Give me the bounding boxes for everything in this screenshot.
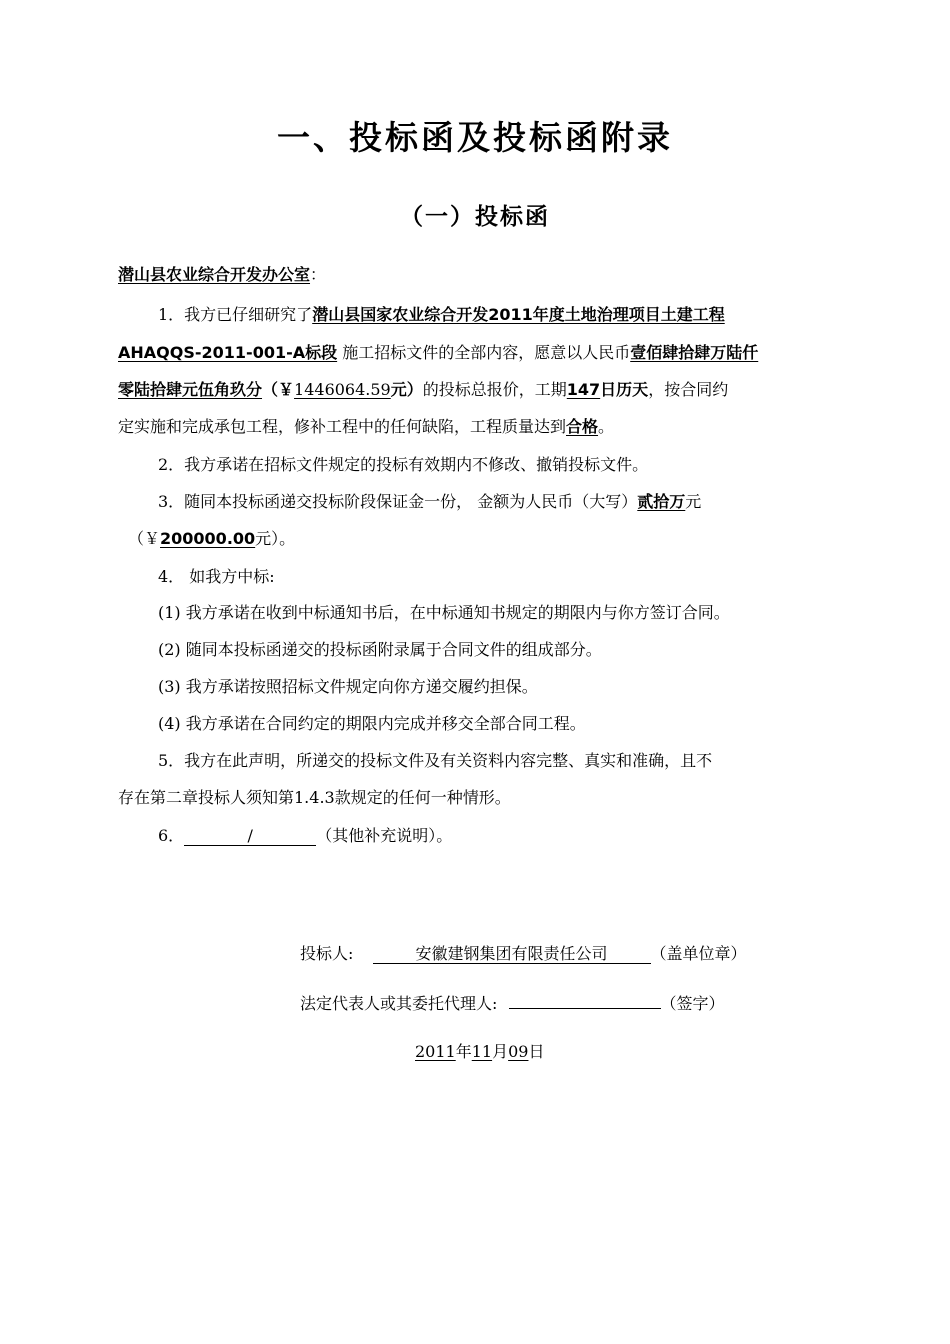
p6-number: 6． — [158, 826, 185, 845]
p1-line2 — [118, 341, 758, 365]
deposit-amount-figure: 200000.00 — [160, 529, 256, 548]
p1-text: 1．我方已仔细研究了 — [158, 305, 313, 324]
bid-amount-words: 壹佰肆拾肆万陆仟 — [630, 343, 759, 362]
p4-line: 4． 如我方中标: — [158, 567, 275, 586]
p4-item-2: (2) 随同本投标函递交的投标函附录属于合同文件的组成部分。 — [158, 640, 602, 659]
p3-text: 元 — [685, 492, 702, 511]
bidder-label: 投标人: — [300, 944, 354, 963]
addressee-colon: ： — [310, 265, 327, 284]
p4-item-4: (4) 我方承诺在合同约定的期限内完成并移交全部合同工程。 — [158, 714, 586, 733]
date-year: 2011 — [415, 1042, 456, 1061]
section-title: （一）投标函 — [400, 204, 550, 230]
quality-level: 合格 — [566, 417, 599, 436]
signature-blank — [509, 990, 661, 1009]
p3-text: 3．随同本投标函递交投标阶段保证金一份， 金额为人民币（大写） — [158, 492, 638, 511]
p6-text: （其他补充说明）。 — [316, 826, 453, 845]
p1-line4 — [118, 415, 614, 439]
date-day-unit: 日 — [528, 1042, 545, 1061]
p1-text: 定实施和完成承包工程，修补工程中的任何缺陷，工程质量达到 — [118, 417, 567, 436]
addressee-line — [118, 263, 326, 287]
p4-item-3: (3) 我方承诺按照招标文件规定向你方递交履约担保。 — [158, 677, 538, 696]
p6-line — [158, 824, 452, 848]
supplement-blank: / — [184, 827, 316, 846]
p1-text: ，按合同约 — [648, 380, 729, 399]
p4-item-1: (1) 我方承诺在收到中标通知书后，在中标通知书规定的期限内与你方签订合同。 — [158, 603, 730, 622]
deposit-amount-words: 贰拾万 — [637, 492, 686, 511]
currency-open: （￥ — [262, 380, 295, 399]
p1-text: 的投标总报价，工期 — [422, 380, 567, 399]
date-month: 11 — [471, 1042, 493, 1061]
date-line — [415, 1040, 544, 1064]
p1-line3 — [118, 378, 728, 402]
p2-line: 2．我方承诺在招标文件规定的投标有效期内不修改、撤销投标文件。 — [158, 455, 649, 474]
currency-close: 元） — [390, 380, 423, 399]
bidder-name: 安徽建钢集团有限责任公司 — [373, 945, 651, 964]
p3-text: （￥ — [128, 529, 161, 548]
representative-label: 法定代表人或其委托代理人: — [300, 994, 498, 1013]
p5-line2: 存在第二章投标人须知第1.4.3款规定的任何一种情形。 — [118, 788, 511, 807]
p3-line1 — [158, 490, 701, 514]
p1-text: 施工招标文件的全部内容，愿意以人民币 — [337, 343, 631, 362]
signature-note: （签字） — [660, 994, 725, 1013]
p1-text: 。 — [598, 417, 615, 436]
p5-line1: 5．我方在此声明，所递交的投标文件及有关资料内容完整、真实和准确，且不 — [158, 751, 713, 770]
representative-line — [300, 990, 725, 1016]
duration-days: 147 — [566, 380, 601, 399]
p1-line1 — [158, 303, 725, 327]
project-name: 潜山县国家农业综合开发2011年度土地治理项目土建工程 — [312, 305, 725, 324]
duration-unit: 日历天 — [600, 380, 649, 399]
bidder-line — [300, 942, 747, 966]
addressee-name: 潜山县农业综合开发办公室 — [118, 265, 311, 284]
lot-number: AHAQQS-2011-001-A标段 — [118, 343, 338, 362]
p3-text: 元）。 — [255, 529, 296, 548]
bid-amount-figure: 1446064.59 — [294, 380, 391, 399]
date-day: 09 — [508, 1042, 529, 1061]
date-month-unit: 月 — [492, 1042, 509, 1061]
date-year-unit: 年 — [455, 1042, 472, 1061]
bid-amount-words-cont: 零陆拾肆元伍角玖分 — [118, 380, 263, 399]
p3-line2 — [128, 527, 295, 551]
bidder-stamp-note: （盖单位章） — [650, 944, 747, 963]
page-title: 一、投标函及投标函附录 — [277, 118, 673, 157]
